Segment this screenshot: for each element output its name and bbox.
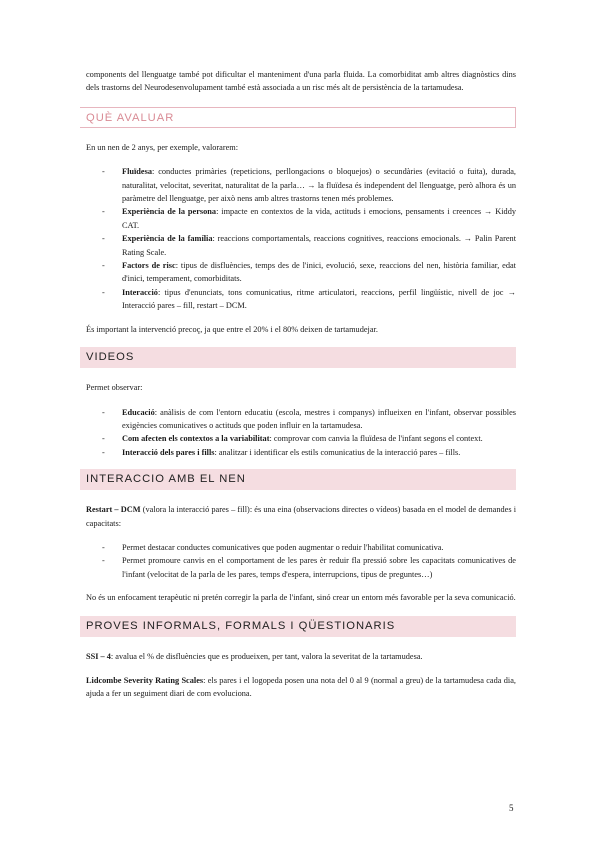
list-item: - Permet promoure canvis en el comportament de les pares èr reduir fla pressió sobre les capacitats comunicatives de l'infant (velocitat de la parla de les pares, temps d'espera, interrupcions, tipus de preguntes…) (122, 554, 516, 581)
section-heading-proves: PROVES INFORMALS, FORMALS I QÜESTIONARIS (80, 616, 516, 637)
list-item: - Permet destacar conductes comunicatives que poden augmentar o reduir l'habilitat comunicativa. (122, 541, 516, 554)
section2-list (86, 406, 516, 460)
section-heading-que-avaluar: QUÈ AVALUAR (80, 107, 516, 128)
section1-intro: En un nen de 2 anys, per exemple, valorarem: (86, 142, 239, 152)
list-item: - Factors de risc: tipus de disfluències, temps des de l'inici, evolució, sexe, reaccions del nen, història familiar, edat d'inici, temperament, comorbiditats. (122, 259, 516, 286)
section1-list (86, 165, 516, 312)
intro-paragraph: components del llenguatge també pot dificultar el manteniment d'una parla fluida. La comorbiditat amb altres diagnòstics dins dels trastorns del Neurodesenvolupament també està associada a un risc més alt de persistència de la tartamudesa. (86, 70, 516, 93)
document-page (86, 68, 516, 712)
list-item: - Interacció: tipus d'enunciats, tons comunicatius, ritme articulatori, reaccions, perfil lingüístic, nivell de joc → Interacció pares – fill, restart – DCM. (122, 286, 516, 313)
section-heading-videos: VIDEOS (80, 347, 516, 368)
section3-lead: Restart – DCM (valora la interacció pares – fill): és una eina (observacions directes o vídeos) basada en el model de demandes i capacitats: (86, 505, 517, 528)
list-item: - Com afecten els contextos a la variabilitat: comprovar com canvia la fluïdesa de l'infant segons el context. (122, 432, 516, 445)
list-item: - Experiència de la persona: impacte en contextos de la vida, actituds i emocions, pensaments i creences → Kiddy CAT. (122, 205, 516, 232)
section4-lidcombe: Lidcombe Severity Rating Scales: els pares i el logopeda posen una nota del 0 al 9 (normal a greu) de la tartamudesa cada dia, ajuda a fer un seguiment diari de com evoluciona. (86, 675, 516, 699)
section3-closing: No és un enfocament terapèutic ni pretén corregir la parla de l'infant, sinó crear un entorn més favorable per la seva comunicació. (86, 593, 516, 603)
section-heading-interaccio: INTERACCIO AMB EL NEN (80, 469, 516, 490)
list-item: - Educació: anàlisis de com l'entorn educatiu (escola, mestres i companys) influeixen en l'infant, observar possibles exigències comunicatives o actituds que poden influir en la tartamudesa. (122, 406, 516, 433)
section3-list (86, 541, 516, 581)
page-number: 5 (509, 803, 514, 813)
section4-ssi: SSI – 4: avalua el % de disfluències que es produeixen, per tant, valora la severitat de la tartamudesa. (86, 651, 423, 661)
section1-closing: És important la intervenció precoç, ja que entre el 20% i el 80% deixen de tartamudejar. (86, 324, 378, 334)
list-item: - Interacció dels pares i fills: analitzar i identificar els estils comunicatius de la interacció pares – fills. (122, 446, 516, 459)
section2-intro: Permet observar: (86, 383, 143, 393)
list-item: - Fluïdesa: conductes primàries (repeticions, perllongacions o bloquejos) o secundàries (evitació o fuita), durada, naturalitat, velocitat, severitat, naturalitat de la parla… → la fluïdesa és independent del llenguatge, però alhora és un paràmetre del llenguatge, per això nens amb altres trastorns tenen més problemes. (122, 165, 516, 205)
list-item: - Experiència de la família: reaccions comportamentals, reaccions cognitives, reaccions emocionals. → Palin Parent Rating Scale. (122, 232, 516, 259)
